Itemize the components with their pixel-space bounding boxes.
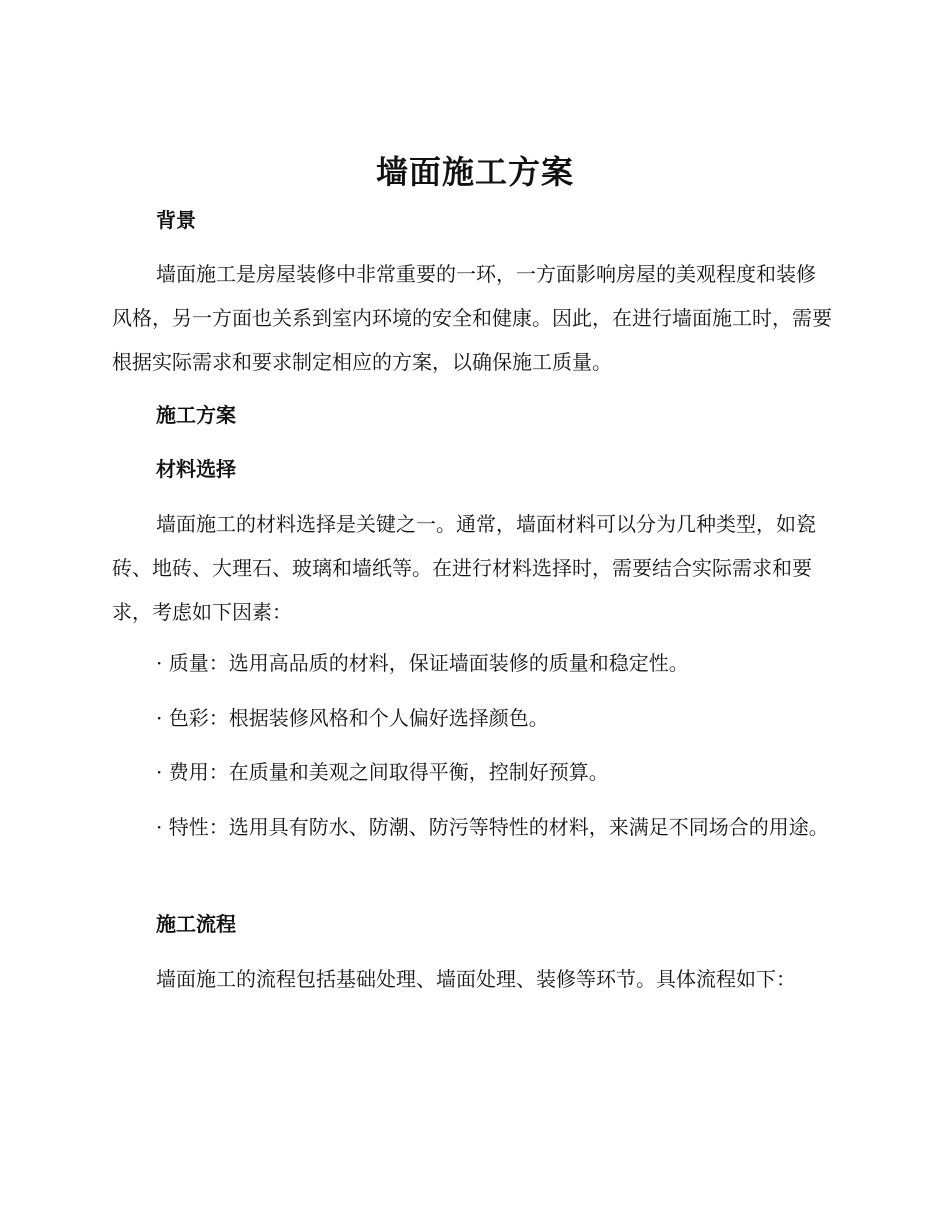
bullet-color: · 色彩：根据装修风格和个人偏好选择颜色。	[156, 706, 549, 730]
section-heading-background: 背景	[156, 208, 196, 232]
process-paragraph: 墙面施工的流程包括基础处理、墙面处理、装修等环节。具体流程如下：	[156, 967, 796, 991]
section-heading-process: 施工流程	[156, 912, 236, 936]
section-heading-materials: 材料选择	[156, 457, 236, 481]
materials-paragraph: 墙面施工的材料选择是关键之一。通常，墙面材料可以分为几种类型，如瓷砖、地砖、大理石、玻璃和墙纸等。在进行材料选择时，需要结合实际需求和要求，考虑如下因素：	[112, 512, 816, 624]
section-heading-plan: 施工方案	[156, 403, 236, 427]
bullet-quality: · 质量：选用高品质的材料，保证墙面装修的质量和稳定性。	[156, 651, 689, 675]
bullet-properties: · 特性：选用具有防水、防潮、防污等特性的材料，来满足不同场合的用途。	[156, 815, 829, 839]
document-title: 墙面施工方案	[375, 153, 574, 191]
background-paragraph: 墙面施工是房屋装修中非常重要的一环，一方面影响房屋的美观程度和装修风格，另一方面也关系到室内环境的安全和健康。因此，在进行墙面施工时，需要根据实际需求和要求制定相应的方案，以确保施工质量。	[112, 262, 832, 374]
bullet-cost: · 费用：在质量和美观之间取得平衡，控制好预算。	[156, 760, 609, 784]
